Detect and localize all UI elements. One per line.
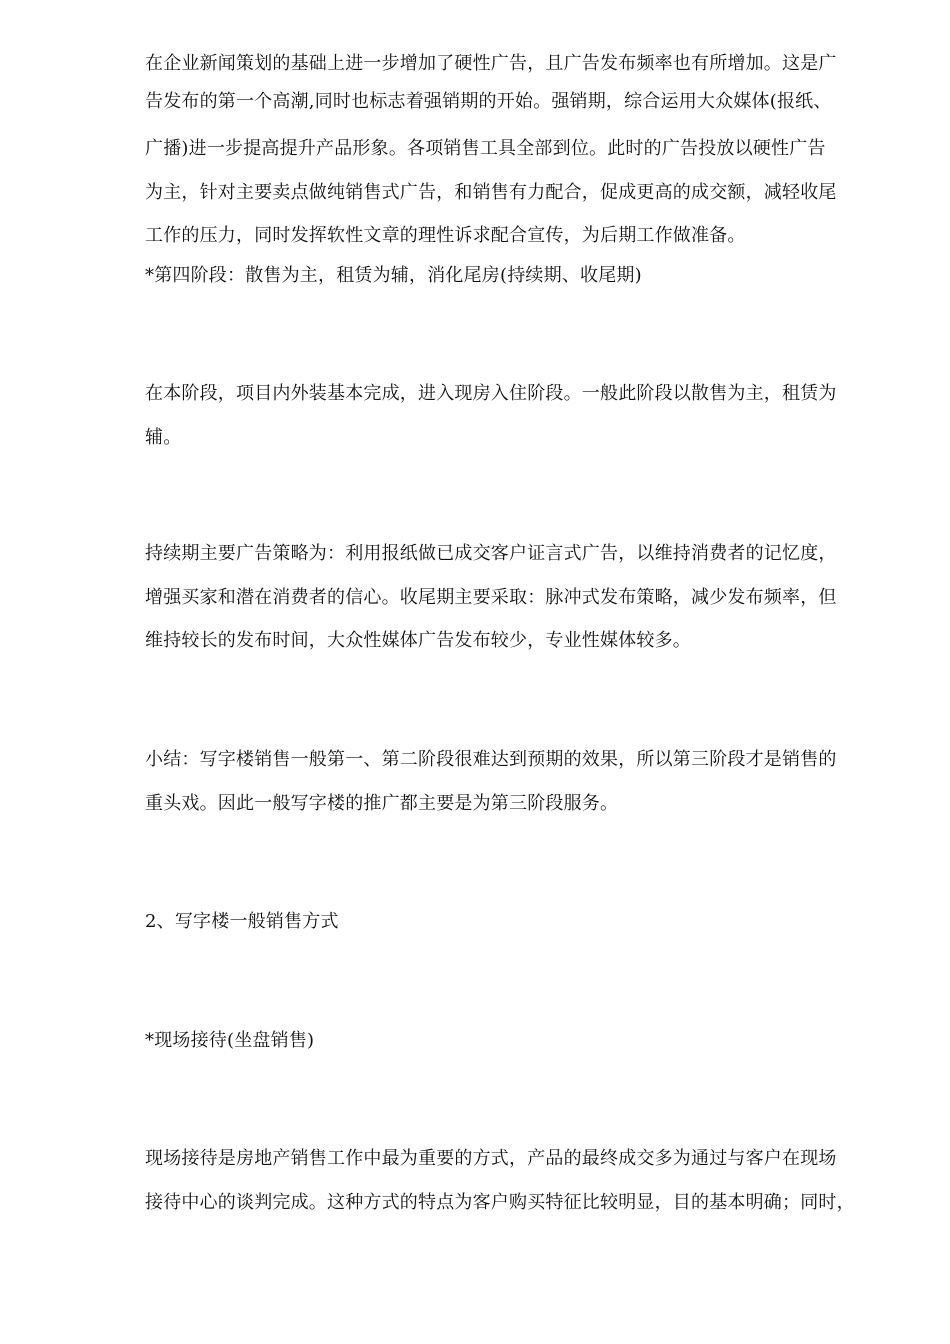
paragraph-line: 在企业新闻策划的基础上进一步增加了硬性广告，且广告发布频率也有所增加。这是广 [145,53,837,74]
paragraph-line: 工作的压力，同时发挥软性文章的理性诉求配合宣传，为后期工作做准备。 [145,225,746,246]
paragraph-line: 广播)进一步提高提升产品形象。各项销售工具全部到位。此时的广告投放以硬性广告 [145,138,826,159]
paragraph-line: 增强买家和潜在消费者的信心。收尾期主要采取：脉冲式发布策略，减少发布频率，但 [145,587,837,608]
paragraph-line: 接待中心的谈判完成。这种方式的特点为客户购买特征比较明显，目的基本明确；同时， [145,1192,855,1213]
section-heading: 2、写字楼一般销售方式 [145,911,339,932]
paragraph-line: 现场接待是房地产销售工作中最为重要的方式，产品的最终成交多为通过与客户在现场 [145,1148,837,1169]
paragraph-line: 重头戏。因此一般写字楼的推广都主要是为第三阶段服务。 [145,793,619,814]
paragraph-line: 为主，针对主要卖点做纯销售式广告，和销售有力配合，促成更高的成交额，减轻收尾 [145,182,837,203]
paragraph-line: 小结：写字楼销售一般第一、第二阶段很难达到预期的效果，所以第三阶段才是销售的 [145,749,837,770]
section-heading: *第四阶段：散售为主，租赁为辅，消化尾房(持续期、收尾期) [145,265,642,286]
paragraph-line: 辅。 [145,427,182,448]
paragraph-line: 维持较长的发布时间，大众性媒体广告发布较少，专业性媒体较多。 [145,630,691,651]
paragraph-line: 在本阶段，项目内外装基本完成，进入现房入住阶段。一般此阶段以散售为主，租赁为 [145,383,837,404]
paragraph-line: 告发布的第一个高潮,同时也标志着强销期的开始。强销期，综合运用大众媒体(报纸、 [145,91,832,112]
paragraph-line: 持续期主要广告策略为：利用报纸做已成交客户证言式广告，以维持消费者的记忆度， [145,543,837,564]
subsection-heading: *现场接待(坐盘销售) [145,1030,315,1051]
